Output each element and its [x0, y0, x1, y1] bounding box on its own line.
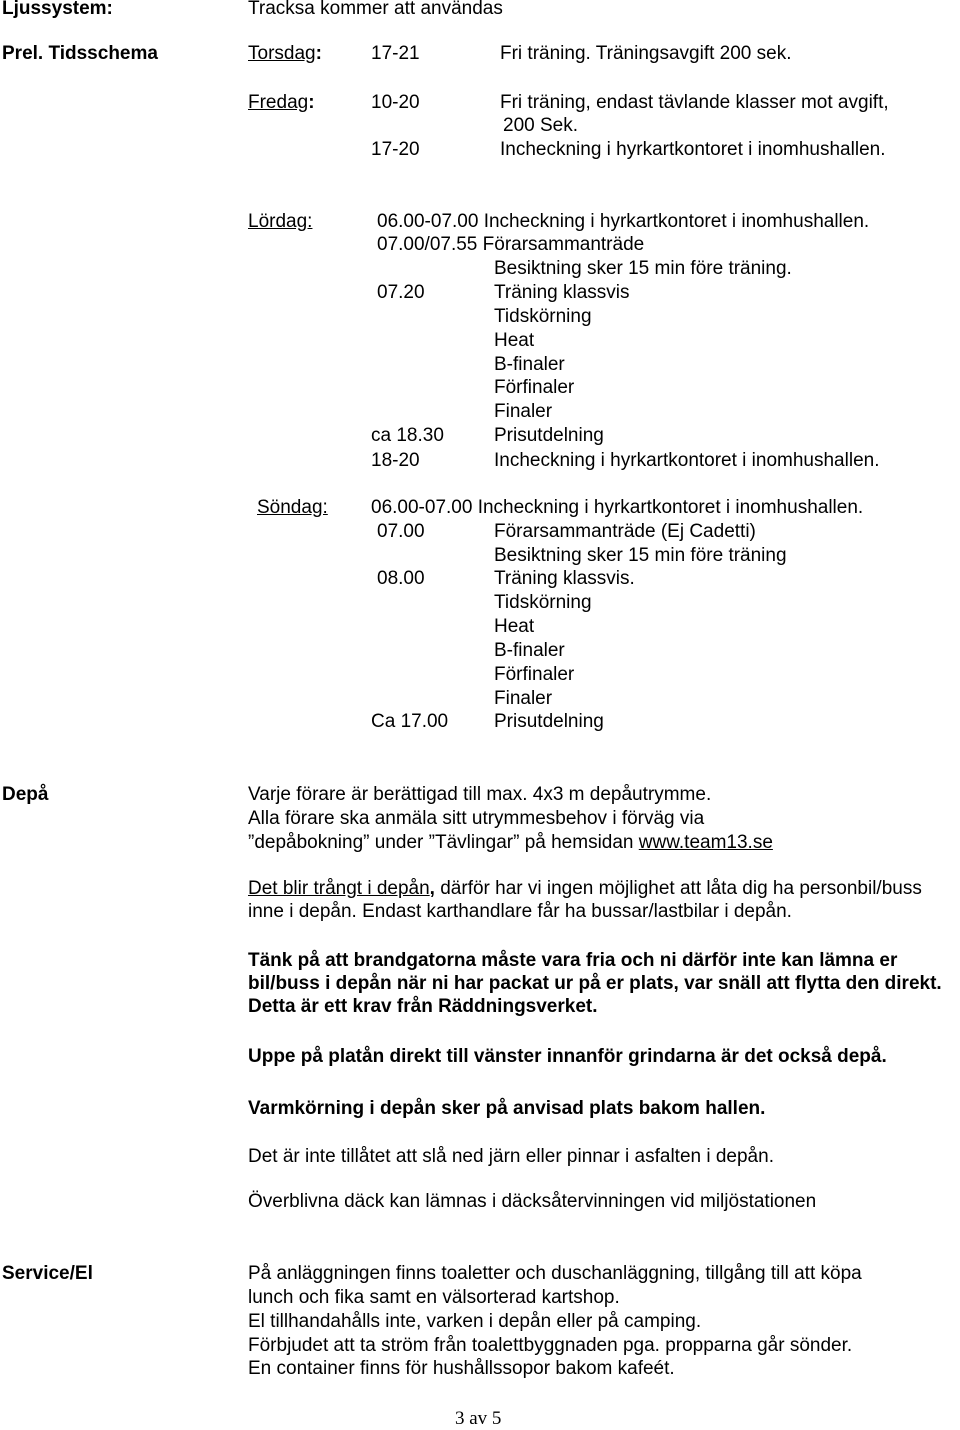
ljussystem-text: Tracksa kommer att användas: [248, 0, 503, 19]
lordag-text-5: B-finaler: [494, 354, 565, 375]
depa-label: Depå: [2, 784, 49, 805]
service-line-4: Förbjudet att ta ström från toalettbyggnaden pga. propparna går sönder.: [248, 1335, 853, 1356]
lordag-time-8: ca 18.30: [371, 425, 444, 446]
sondag-line-1: 06.00-07.00 Incheckning i hyrkartkontoret i inomhushallen.: [371, 497, 864, 518]
service-line-2: lunch och fika samt en välsorterad kartshop.: [248, 1287, 620, 1308]
depa-dack: Överblivna däck kan lämnas i däcksåtervinningen vid miljöstationen: [248, 1191, 817, 1212]
fredag-text-2: 200 Sek.: [503, 115, 578, 136]
torsdag-text: Fri träning. Träningsavgift 200 sek.: [500, 43, 792, 64]
service-line-1: På anläggningen finns toaletter och duschanläggning, tillgång till att köpa: [248, 1263, 862, 1284]
depa-line-1: Varje förare är berättigad till max. 4x3 m depåutrymme.: [248, 784, 712, 805]
team13-link[interactable]: www.team13.se: [638, 832, 773, 853]
sondag-text-1: Förarsammanträde (Ej Cadetti): [494, 521, 756, 542]
lordag-line-2: 07.00/07.55 Förarsammanträde: [377, 234, 645, 255]
depa-line-3: ”depåbokning” under ”Tävlingar” på hemsidan www.team13.se: [248, 832, 773, 853]
lordag-time-9: 18-20: [371, 450, 420, 471]
sondag-text-5: Heat: [494, 616, 535, 637]
schedule-label: Prel. Tidsschema: [2, 43, 158, 64]
sondag-text-6: B-finaler: [494, 640, 565, 661]
sondag-text-3: Träning klassvis.: [494, 568, 635, 589]
depa-warning: Tänk på att brandgatorna måste vara fria och ni därför inte kan lämna er bil/buss i depån när ni har packat ur på er plats, var snäll att flytta den direkt. Detta är ett krav från Räddningsverket.: [248, 950, 942, 1017]
lordag-text-4: Heat: [494, 330, 535, 351]
sondag-text-7: Förfinaler: [494, 664, 575, 685]
day-fredag: Fredag:: [248, 92, 315, 113]
torsdag-time: 17-21: [371, 43, 420, 64]
lordag-text-6: Förfinaler: [494, 377, 575, 398]
sondag-text-8: Finaler: [494, 688, 553, 709]
depa-jarn: Det är inte tillåtet att slå ned järn eller pinnar i asfalten i depån.: [248, 1146, 774, 1167]
depa-line-2: Alla förare ska anmäla sitt utrymmesbehov i förväg via: [248, 808, 705, 829]
sondag-text-9: Prisutdelning: [494, 711, 604, 732]
depa-paragraph-2: Det blir trångt i depån, därför har vi ingen möjlighet att låta dig ha personbil/buss inne i depån. Endast karthandlare får ha bussar/lastbilar i depån.: [248, 878, 922, 922]
sondag-text-2: Besiktning sker 15 min före träning: [494, 545, 787, 566]
lordag-text-8: Prisutdelning: [494, 425, 604, 446]
sondag-text-4: Tidskörning: [494, 592, 592, 613]
service-label: Service/El: [2, 1263, 93, 1284]
lordag-line-1: 06.00-07.00 Incheckning i hyrkartkontoret i inomhushallen.: [377, 211, 870, 232]
service-line-5: En container finns för hushållssopor bakom kafeét.: [248, 1358, 675, 1379]
lordag-text-9: Incheckning i hyrkartkontoret i inomhushallen.: [494, 450, 880, 471]
fredag-time-1: 10-20: [371, 92, 420, 113]
sondag-time-1: 07.00: [377, 521, 425, 542]
fredag-text-3: Incheckning i hyrkartkontoret i inomhushallen.: [500, 139, 886, 160]
lordag-text-1: Besiktning sker 15 min före träning.: [494, 258, 792, 279]
depa-varmkorning: Varmkörning i depån sker på anvisad plats bakom hallen.: [248, 1098, 766, 1119]
fredag-text-1: Fri träning, endast tävlande klasser mot avgift,: [500, 92, 889, 113]
lordag-text-7: Finaler: [494, 401, 553, 422]
day-sondag: Söndag:: [257, 497, 328, 518]
day-lordag: Lördag:: [248, 211, 313, 232]
page-number: 3 av 5: [455, 1408, 502, 1429]
lordag-text-3: Tidskörning: [494, 306, 592, 327]
ljussystem-label: Ljussystem:: [2, 0, 113, 19]
sondag-time-3: 08.00: [377, 568, 425, 589]
service-line-3: El tillhandahålls inte, varken i depån eller på camping.: [248, 1311, 702, 1332]
depa-platan: Uppe på platån direkt till vänster innanför grindarna är det också depå.: [248, 1046, 887, 1067]
lordag-time-2: 07.20: [377, 282, 425, 303]
day-torsdag: Torsdag:: [248, 43, 322, 64]
fredag-time-3: 17-20: [371, 139, 420, 160]
lordag-text-2: Träning klassvis: [494, 282, 630, 303]
sondag-time-9: Ca 17.00: [371, 711, 449, 732]
